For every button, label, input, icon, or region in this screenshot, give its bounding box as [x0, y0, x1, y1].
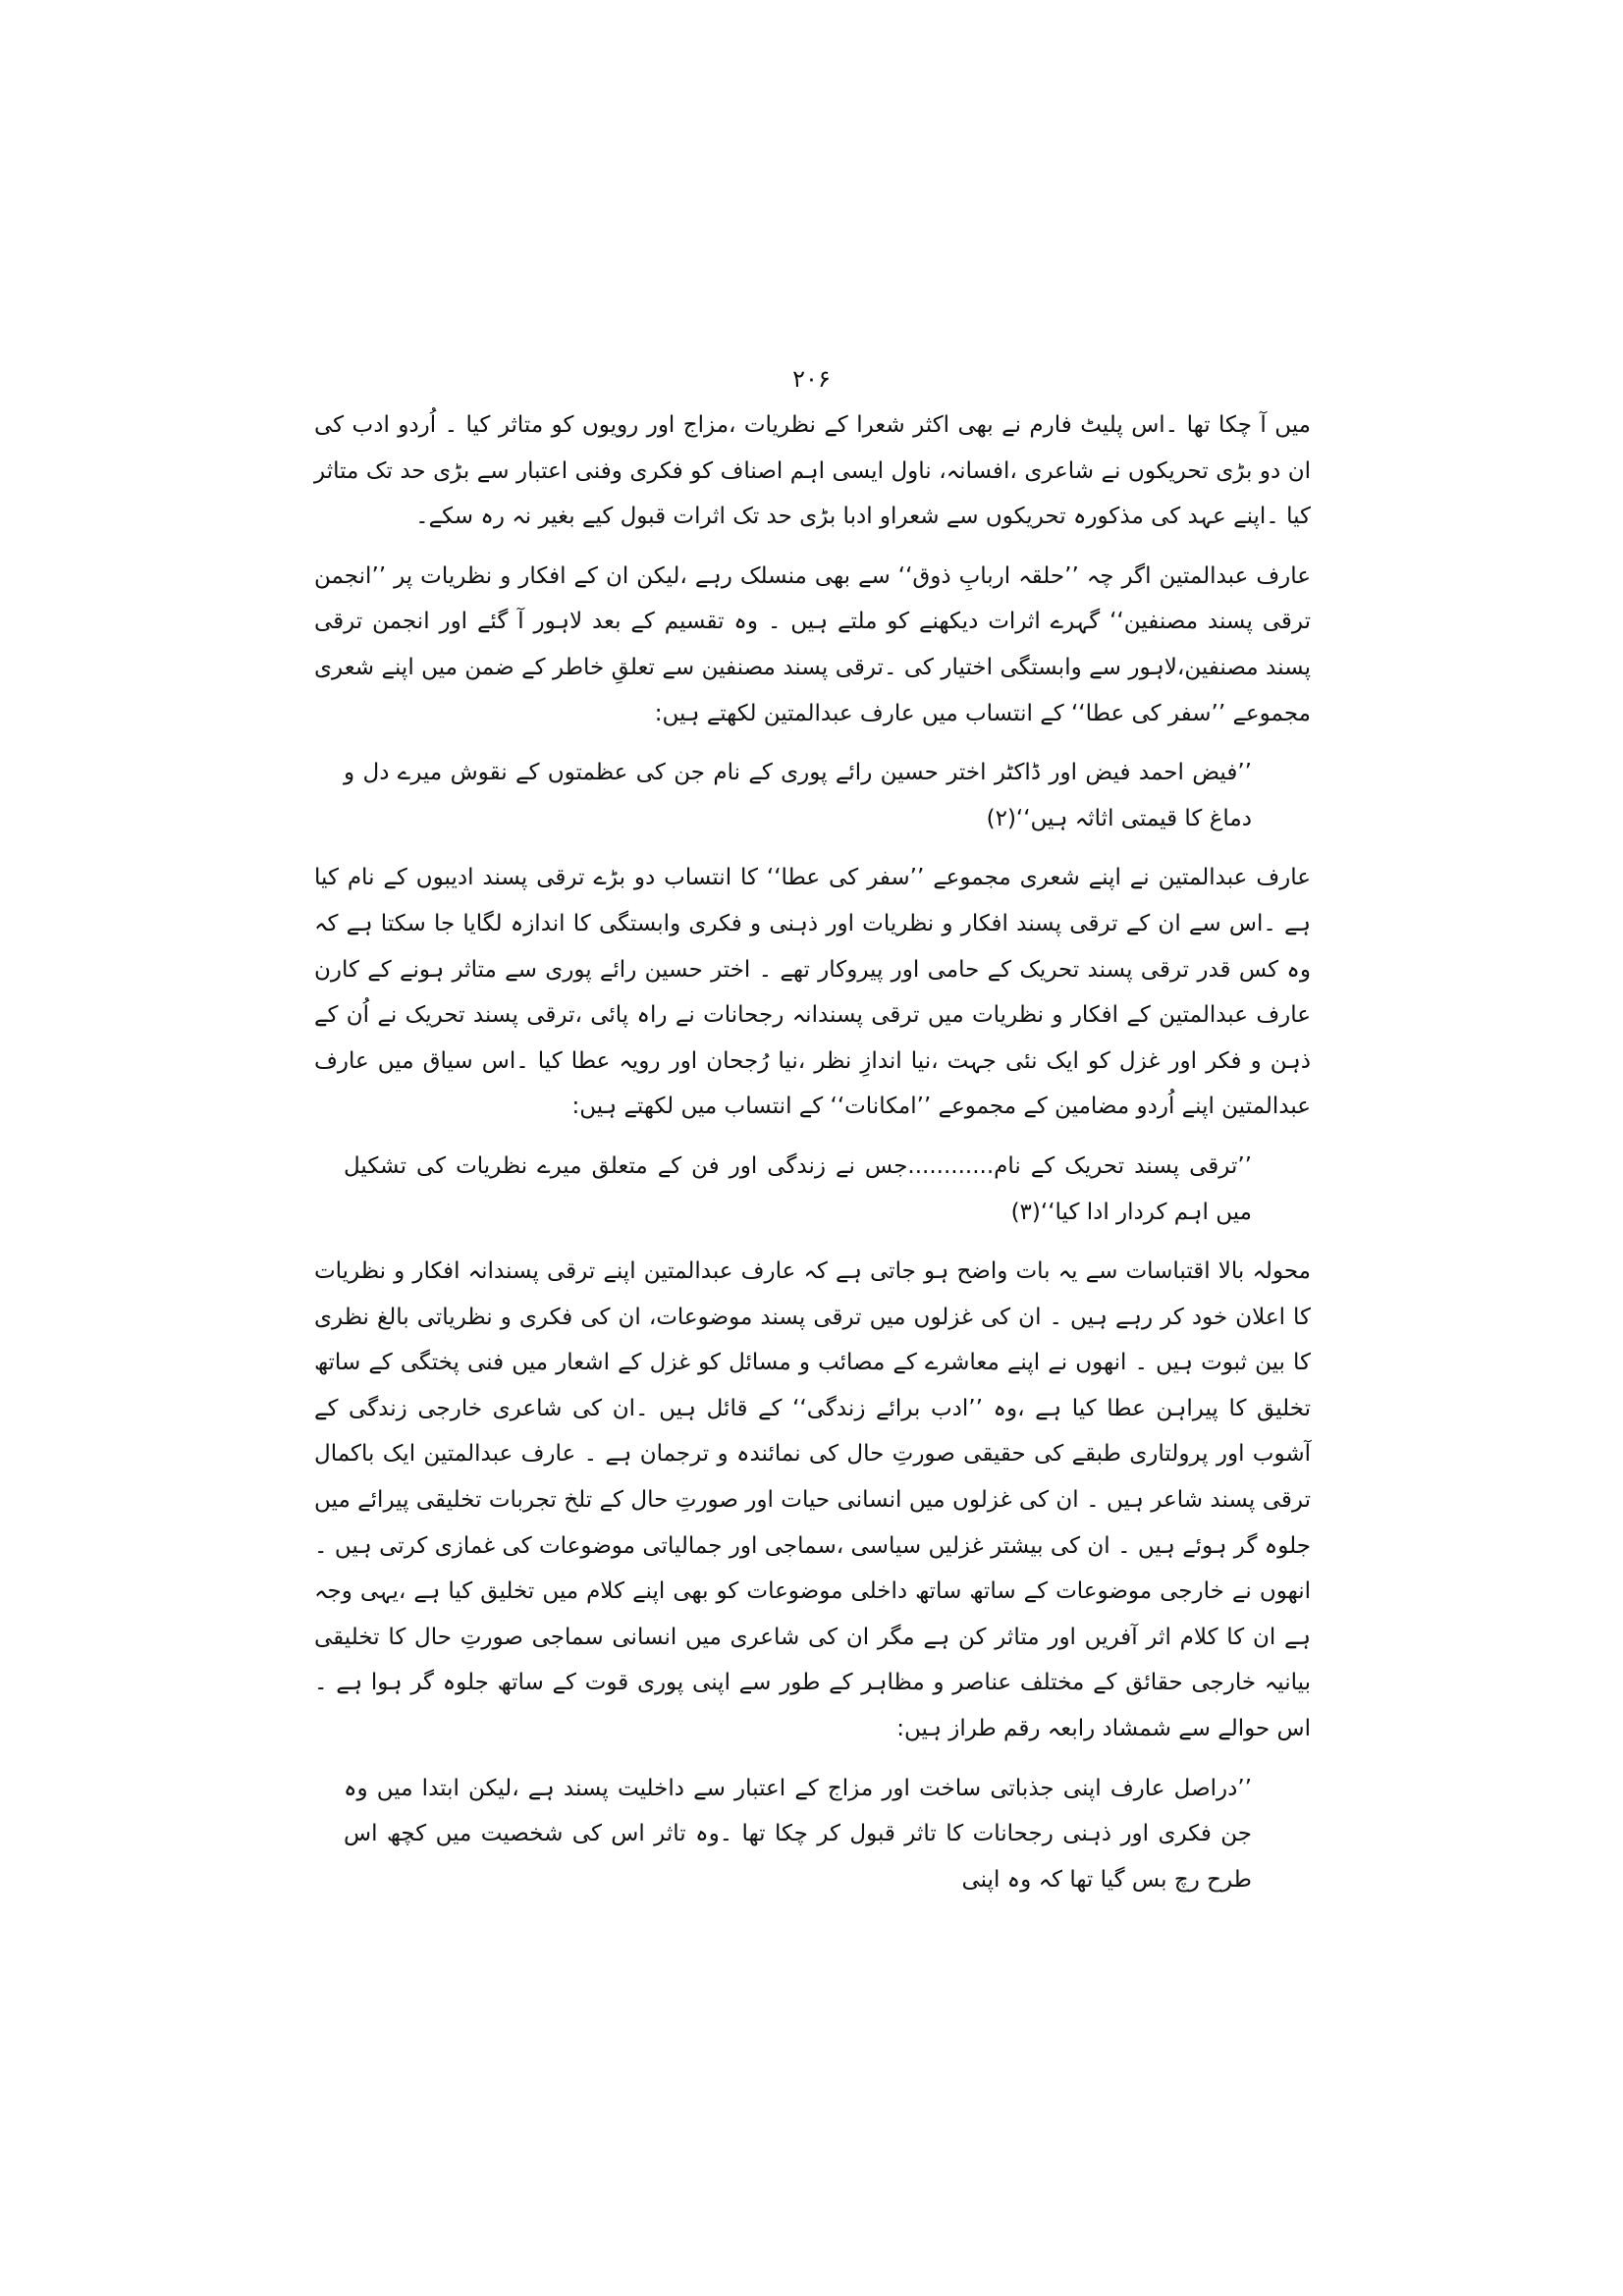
paragraph-2: عارف عبدالمتین اگر چہ ’’حلقہ اربابِ ذوق‘‘ سے بھی منسلک رہے ،لیکن ان کے افکار و نظریات پر ’’انجمن ترقی پسند مصنفین‘‘ گہرے اثرات دیکھنے کو ملتے ہیں ۔ وہ تقسیم کے بعد لاہور آ گئے اور انجمن ترقی پسند مصنفین،لاہور سے وابستگی اختیار کی ۔ترقی پسند مصنفین سے تعلقِ خاطر کے ضمن میں اپنے شعری مجموعے ’’سفر کی عطا‘‘ کے انتساب میں عارف عبدالمتین لکھتے ہیں: — [314, 562, 1311, 726]
paragraph-4: محولہ بالا اقتباسات سے یہ بات واضح ہو جاتی ہے کہ عارف عبدالمتین اپنے ترقی پسندانہ افکار و نظریات کا اعلان خود کر رہے ہیں ۔ ان کی غزلوں میں ترقی پسند موضوعات، ان کی فکری و نظریاتی بالغ نظری کا بین ثبوت ہیں ۔ انھوں نے اپنے معاشرے کے مصائب و مسائل کو غزل کے اشعار میں فنی پختگی کے ساتھ تخلیق کا پیراہن عطا کیا ہے ،وہ ’’ادب برائے زندگی‘‘ کے قائل ہیں ۔ان کی شاعری خارجی زندگی کے آشوب اور پرولتاری طبقے کی حقیقی صورتِ حال کی نمائندہ و ترجمان ہے ۔ عارف عبدالمتین ایک باکمال ترقی پسند شاعر ہیں ۔ ان کی غزلوں میں انسانی حیات اور صورتِ حال کے تلخ تجربات تخلیقی پیرائے میں جلوہ گر ہوئے ہیں ۔ ان کی بیشتر غزلیں سیاسی ،سماجی اور جمالیاتی موضوعات کی غمازی کرتی ہیں ۔ انھوں نے خارجی موضوعات کے ساتھ ساتھ داخلی موضوعات کو بھی اپنے کلام میں تخلیق کیا ہے ،یہی وجہ ہے ان کا کلام اثر آفریں اور متاثر کن ہے مگر ان کی شاعری میں انسانی سماجی صورتِ حال کا تخلیقی بیانیہ خارجی حقائق کے مختلف عناصر و مظاہر کے طور سے اپنی پوری قوت کے ساتھ جلوہ گر ہوا ہے ۔اس حوالے سے شمشاد رابعہ رقم طراز ہیں: — [314, 1258, 1311, 1742]
paragraph-3: عارف عبدالمتین نے اپنے شعری مجموعے ’’سفر کی عطا‘‘ کا انتساب دو بڑے ترقی پسند ادیبوں کے نام کیا ہے ۔اس سے ان کے ترقی پسند افکار و نظریات اور ذہنی و فکری وابستگی کا اندازہ لگایا جا سکتا ہے کہ وہ کس قدر ترقی پسند تحریک کے حامی اور پیروکار تھے ۔ اختر حسین رائے پوری سے متاثر ہونے کے کارن عارف عبدالمتین کے افکار و نظریات میں ترقی پسندانہ رجحانات نے راہ پائی ،ترقی پسند تحریک نے اُن کے ذہن و فکر اور غزل کو ایک نئی جہت ،نیا اندازِ نظر ،نیا رُجحان اور رویہ عطا کیا ۔اس سیاق میں عارف عبدالمتین اپنے اُردو مضامین کے مجموعے ’’امکانات‘‘ کے انتساب میں لکھتے ہیں: — [314, 865, 1311, 1120]
paragraph-1: میں آ چکا تھا ۔اس پلیٹ فارم نے بھی اکثر شعرا کے نظریات ،مزاج اور رویوں کو متاثر کیا ۔ اُردو ادب کی ان دو بڑی تحریکوں نے شاعری ،افسانہ، ناول ایسی اہم اصناف کو فکری وفنی اعتبار سے بڑی حد تک متاثر کیا ۔اپنے عہد کی مذکورہ تحریکوں سے شعراو ادبا بڑی حد تک اثرات قبول کیے بغیر نہ رہ سکے۔ — [314, 412, 1311, 530]
block-quote-1: ’’فیض احمد فیض اور ڈاکٹر اختر حسین رائے پوری کے نام جن کی عظمتوں کے نقوش میرے دل و دماغ کا قیمتی اثاثہ ہیں‘‘(۲) — [344, 760, 1252, 831]
block-quote-3: ’’دراصل عارف اپنی جذباتی ساخت اور مزاج کے اعتبار سے داخلیت پسند ہے ،لیکن ابتدا میں وہ جن فکری اور ذہنی رجحانات کا تاثر قبول کر چکا تھا ۔وہ تاثر اس کی شخصیت میں کچھ اس طرح رچ بس گیا تھا کہ وہ اپنی — [344, 1775, 1252, 1893]
block-quote-2: ’’ترقی پسند تحریک کے نام............جس نے زندگی اور فن کے متعلق میرے نظریات کی تشکیل میں اہم کردار ادا کیا‘‘(۳) — [344, 1152, 1252, 1225]
document-body — [314, 402, 1311, 1902]
page-number: ۲۰۶ — [792, 365, 831, 393]
